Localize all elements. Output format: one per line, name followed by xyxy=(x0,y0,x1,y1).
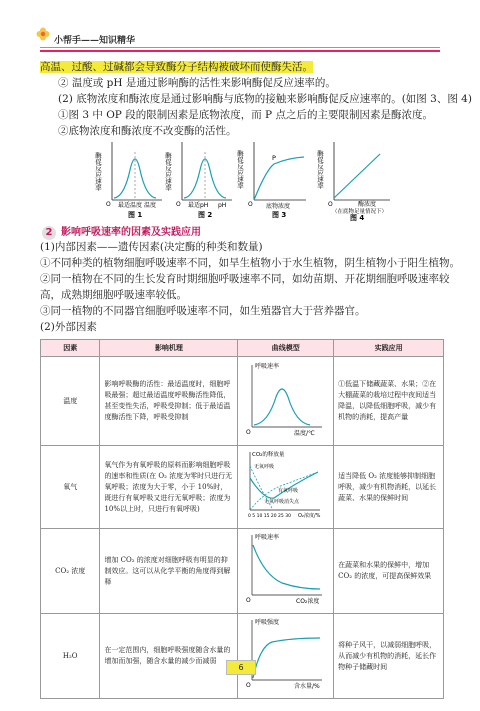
figure-2 xyxy=(164,142,232,219)
svg-text:图 2: 图 2 xyxy=(198,211,213,219)
svg-text:O: O xyxy=(106,201,111,208)
curve-cell xyxy=(238,357,334,446)
application-cell: 适当降低 O₂ 浓度能够抑制细胞呼吸，减少有机物消耗，以延长蔬菜、水果的保鲜时间 xyxy=(334,446,444,529)
page-number: 6 xyxy=(226,660,256,675)
svg-text:温度: 温度 xyxy=(144,202,157,209)
figure-3 xyxy=(236,142,306,219)
svg-text:O₂浓度/%: O₂浓度/% xyxy=(298,513,321,519)
figure-1 xyxy=(94,142,162,219)
svg-text:O: O xyxy=(246,682,252,689)
fig3-ylabel: 酶促反应速率 xyxy=(236,150,244,189)
svg-text:图 1: 图 1 xyxy=(128,211,143,219)
table-row xyxy=(41,529,444,614)
flower-icon xyxy=(36,27,50,41)
curve-cell xyxy=(238,614,334,699)
mechanism-cell: 在一定范围内，细胞呼吸强度随含水量的增加而加强，随含水量的减少而减弱 xyxy=(100,614,238,699)
svg-text:CO₂的释放量: CO₂的释放量 xyxy=(252,452,285,458)
factors-table xyxy=(40,339,444,699)
body-line-2: ①不同种类的植物细胞呼吸速率不同，如旱生植物小于水生植物，阴生植物小于阳生植物。 xyxy=(40,257,460,269)
section-number: 2 xyxy=(42,226,56,240)
svg-text:呼吸速率: 呼吸速率 xyxy=(255,363,280,370)
svg-text:无氧呼吸消失点: 无氧呼吸消失点 xyxy=(264,499,300,505)
application-cell: 在蔬菜和水果的保鲜中，增加 CO₂ 的浓度，可提高保鲜效果 xyxy=(334,529,444,614)
text-line-3: (2) 底物浓度和酶浓度是通过影响酶与底物的接触来影响酶促反应速率的。(如图 3、图 4) xyxy=(58,93,472,105)
oxygen-curve xyxy=(242,448,328,522)
factor-cell: 氧气 xyxy=(41,446,100,529)
svg-text:O: O xyxy=(176,201,181,208)
col-header-curve: 曲线模型 xyxy=(238,340,334,357)
table-header-row xyxy=(41,340,444,357)
svg-text:呼吸强度: 呼吸强度 xyxy=(255,619,280,626)
curve-cell xyxy=(238,529,334,614)
svg-text:最适pH: 最适pH xyxy=(188,202,209,209)
factor-cell: CO₂ 浓度 xyxy=(41,529,100,614)
svg-text:（在底物足量情况下）: （在底物足量情况下） xyxy=(332,209,388,215)
header-title: 小帮手——知识精华 xyxy=(54,36,136,46)
body-line-1: (1)内部因素——遗传因素(决定酶的种类和数量) xyxy=(40,241,263,253)
svg-text:温度/℃: 温度/℃ xyxy=(294,430,316,437)
table-row xyxy=(41,614,444,699)
text-line-5: ②底物浓度和酶浓度不改变酶的活性。 xyxy=(58,125,237,137)
svg-text:O: O xyxy=(246,429,252,436)
co2-curve xyxy=(242,531,328,607)
svg-text:含水量/%: 含水量/% xyxy=(294,683,321,690)
text-line-2: ② 温度或 pH 是通过影响酶的活性来影响酶促反应速率的。 xyxy=(58,77,336,89)
section-title: 影响呼吸速率的因素及实践应用 xyxy=(61,227,201,238)
svg-text:P: P xyxy=(272,154,276,162)
application-cell: 将种子风干，以减弱细胞呼吸，从而减少有机物的消耗，延长作物种子储藏时间 xyxy=(334,614,444,699)
figure-4 xyxy=(316,142,390,222)
col-header-mechanism: 影响机理 xyxy=(100,340,238,357)
section-heading xyxy=(42,223,201,240)
page-header xyxy=(0,0,480,56)
svg-text:O: O xyxy=(328,201,333,208)
svg-text:最适温度: 最适温度 xyxy=(118,202,143,209)
text-line-4: ①图 3 中 OP 段的限制因素是底物浓度，而 P 点之后的主要限制因素是酶浓度。 xyxy=(58,109,433,121)
svg-text:0 5 10 15 20 25 30: 0 5 10 15 20 25 30 xyxy=(248,514,292,519)
curve-cell xyxy=(238,446,334,529)
fig1-ylabel: 酶促反应速率 xyxy=(94,152,102,191)
svg-text:CO₂浓度: CO₂浓度 xyxy=(296,598,320,605)
svg-text:呼吸速率: 呼吸速率 xyxy=(255,534,280,541)
svg-text:O: O xyxy=(248,201,253,208)
header-divider xyxy=(40,47,440,48)
body-line-3: ②同一植物在不同的生长发育时期细胞呼吸速率不同，如幼苗期、开花期细胞呼吸速率较 xyxy=(40,273,450,285)
svg-text:图 4: 图 4 xyxy=(350,214,365,222)
svg-text:有氧呼吸: 有氧呼吸 xyxy=(278,488,299,494)
enzyme-figures xyxy=(94,140,400,222)
table-row xyxy=(41,357,444,446)
svg-text:酶浓度: 酶浓度 xyxy=(358,201,377,208)
fig4-ylabel: 酶促反应速率 xyxy=(316,150,324,189)
col-header-application: 实践应用 xyxy=(334,340,444,357)
svg-text:图 3: 图 3 xyxy=(272,211,287,219)
body-line-6: (2)外部因素 xyxy=(40,321,97,333)
application-cell: ①低温下储藏蔬菜、水果；②在大棚蔬菜的栽培过程中夜间适当降温，以降低细胞呼吸，减少有机物的消耗，提高产量 xyxy=(334,357,444,446)
fig2-ylabel: 酶促反应速率 xyxy=(164,152,172,191)
svg-text:O: O xyxy=(246,597,252,604)
water-curve xyxy=(242,616,328,692)
mechanism-cell: 氧气作为有氧呼吸的原料而影响细胞呼吸的速率和性质(在 O₂ 浓度为零时只进行无氧呼吸；浓度为大于零，小于 10%时，既进行有氧呼吸又进行无氧呼吸；浓度为 10%以上时，只进行有氧呼吸) xyxy=(100,446,238,529)
svg-text:pH: pH xyxy=(218,202,227,209)
body-line-4: 高，成熟期细胞呼吸速率较低。 xyxy=(40,289,187,301)
mechanism-cell: 影响呼吸酶的活性：最适温度时，细胞呼吸最强；超过最适温度呼吸酶活性降低，甚至变性失活，呼吸受抑制；低于最适温度酶活性下降，呼吸受抑制 xyxy=(100,357,238,446)
svg-text:无氧呼吸: 无氧呼吸 xyxy=(254,464,275,470)
mechanism-cell: 增加 CO₂ 的浓度对细胞呼吸有明显的抑制效应。这可以从化学平衡的角度得到解释 xyxy=(100,529,238,614)
temperature-curve xyxy=(242,359,328,439)
body-line-5: ③同一植物的不同器官细胞呼吸速率不同，如生殖器官大于营养器官。 xyxy=(40,305,366,317)
col-header-factor: 因素 xyxy=(41,340,100,357)
text-line-1: 高温、过酸、过碱都会导致酶分子结构被破坏而使酶失活。 xyxy=(40,61,313,73)
factor-cell: H₂O xyxy=(41,614,100,699)
header-accent-bar xyxy=(40,50,440,52)
svg-text:底物浓度: 底物浓度 xyxy=(266,203,291,210)
factor-cell: 温度 xyxy=(41,357,100,446)
table-row xyxy=(41,446,444,529)
